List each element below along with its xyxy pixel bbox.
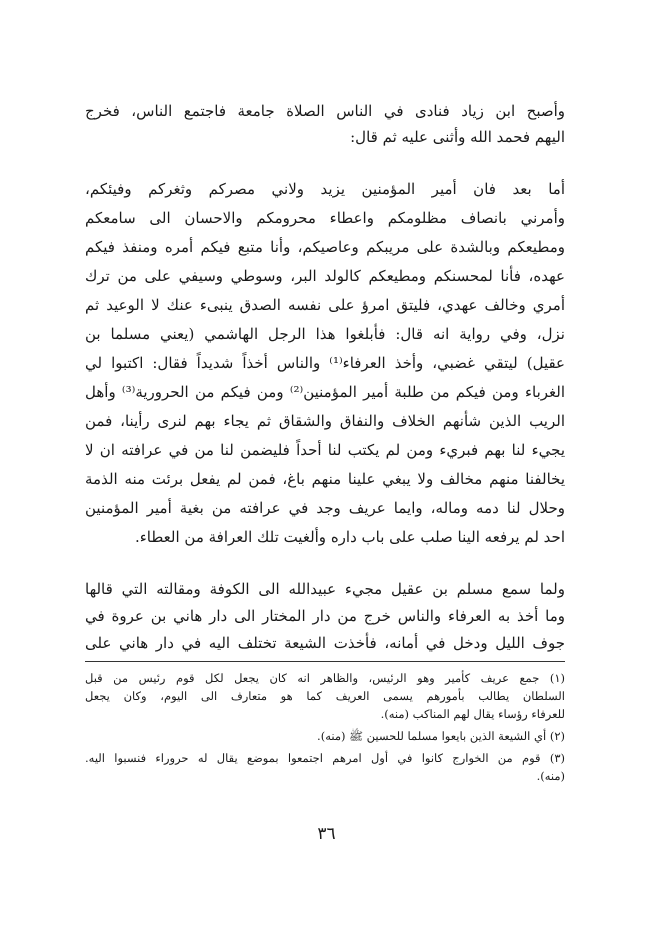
text-line: ولما سمع مسلم بن عقيل مجيء عبيدالله الى الكوفة ومقالته التي قالها bbox=[85, 580, 565, 598]
text-line: وحلال لنا دمه وماله، وايما عريف وجد في عرافته من بغية أمير المؤمنين bbox=[85, 499, 565, 517]
footnote-line: (٣) قوم من الخوارج كانوا في أول امرهم اجتمعوا بموضع يقال له حروراء فنسبوا اليه. bbox=[85, 751, 565, 765]
text-line: جوف الليل ودخل في أمانه، فأخذت الشيعة تختلف اليه في دار هاني على bbox=[85, 634, 565, 652]
footnote-line: السلطان يطالب بأمورهم يسمى العريف كما هو متعارف الى اليوم، وكان يجعل bbox=[85, 689, 565, 703]
text-line: وأمرني بانصاف مظلومكم واعطاء محرومكم والاحسان الى سامعكم bbox=[85, 209, 565, 227]
footnote-divider bbox=[85, 661, 565, 662]
page-number: ٣٦ bbox=[317, 824, 336, 844]
text-line: عقيل) ليتقي غضبي، وأخذ العرفاء⁽¹⁾ والناس أخذاً شديداً فقال: اكتبوا لي bbox=[85, 354, 565, 372]
text-line: أمري وخالف عهدي، فليتق امرؤ على نفسه الصدق ينبىء عنك لا الوعيد ثم bbox=[85, 296, 565, 314]
text-line: يخالفنا منهم مخالف ولا يبغي علينا منهم باغ، فمن لم يفعل برئت منه الذمة bbox=[85, 470, 565, 488]
text-line: عهده، فأنا لمحسنكم ومطيعكم كالولد البر، وسوطي وسيفي على من ترك bbox=[85, 267, 565, 285]
text-line: الريب الذين شأنهم الخلاف والنفاق والشقاق ثم يجاء بهم لنرى رأينا، فمن bbox=[85, 412, 565, 430]
footnote-line: (٢) أي الشيعة الذين بايعوا مسلما للحسين ﷺ (منه). bbox=[317, 729, 565, 743]
footnote-line: (١) جمع عريف كأمير وهو الرئيس، والظاهر انه كان يجعل لكل قوم رئيس من قبل bbox=[85, 671, 565, 685]
text-line: يجيء لنا بهم فبريء ومن لم يكتب لنا أحداً فليضمن لنا من في عرافته ان لا bbox=[85, 441, 565, 459]
text-line: وأصبح ابن زياد فنادى في الناس الصلاة جامعة فاجتمع الناس، فخرج bbox=[85, 102, 565, 120]
text-line: أما بعد فان أمير المؤمنين يزيد ولاني مصركم وثغركم وفيئكم، bbox=[85, 180, 565, 198]
text-line: احد لم يرفعه الينا صلب على باب داره وألغيت تلك العرافة من العطاء. bbox=[134, 528, 565, 546]
text-line: وما أخذ به العرفاء والناس خرج من دار المختار الى دار هاني بن عروة في bbox=[85, 607, 565, 625]
footnote-line: للعرفاء رؤساء يقال لهم المناكب (منه). bbox=[380, 707, 565, 721]
text-line: اليهم فحمد الله وأثنى عليه ثم قال: bbox=[350, 128, 565, 146]
text-line: نزل، وفي رواية انه قال: فأبلغوا هذا الرجل الهاشمي (يعني مسلما بن bbox=[85, 325, 565, 343]
text-line: ومطيعكم وبالشدة على مريبكم وعاصيكم، وأنا متبع فيكم أمره ومنفذ فيكم bbox=[85, 238, 565, 256]
footnote-line: (منه). bbox=[536, 769, 565, 783]
text-line: الغرباء ومن فيكم من طلبة أمير المؤمنين⁽²⁾ ومن فيكم من الحرورية⁽³⁾ وأهل bbox=[85, 383, 565, 401]
